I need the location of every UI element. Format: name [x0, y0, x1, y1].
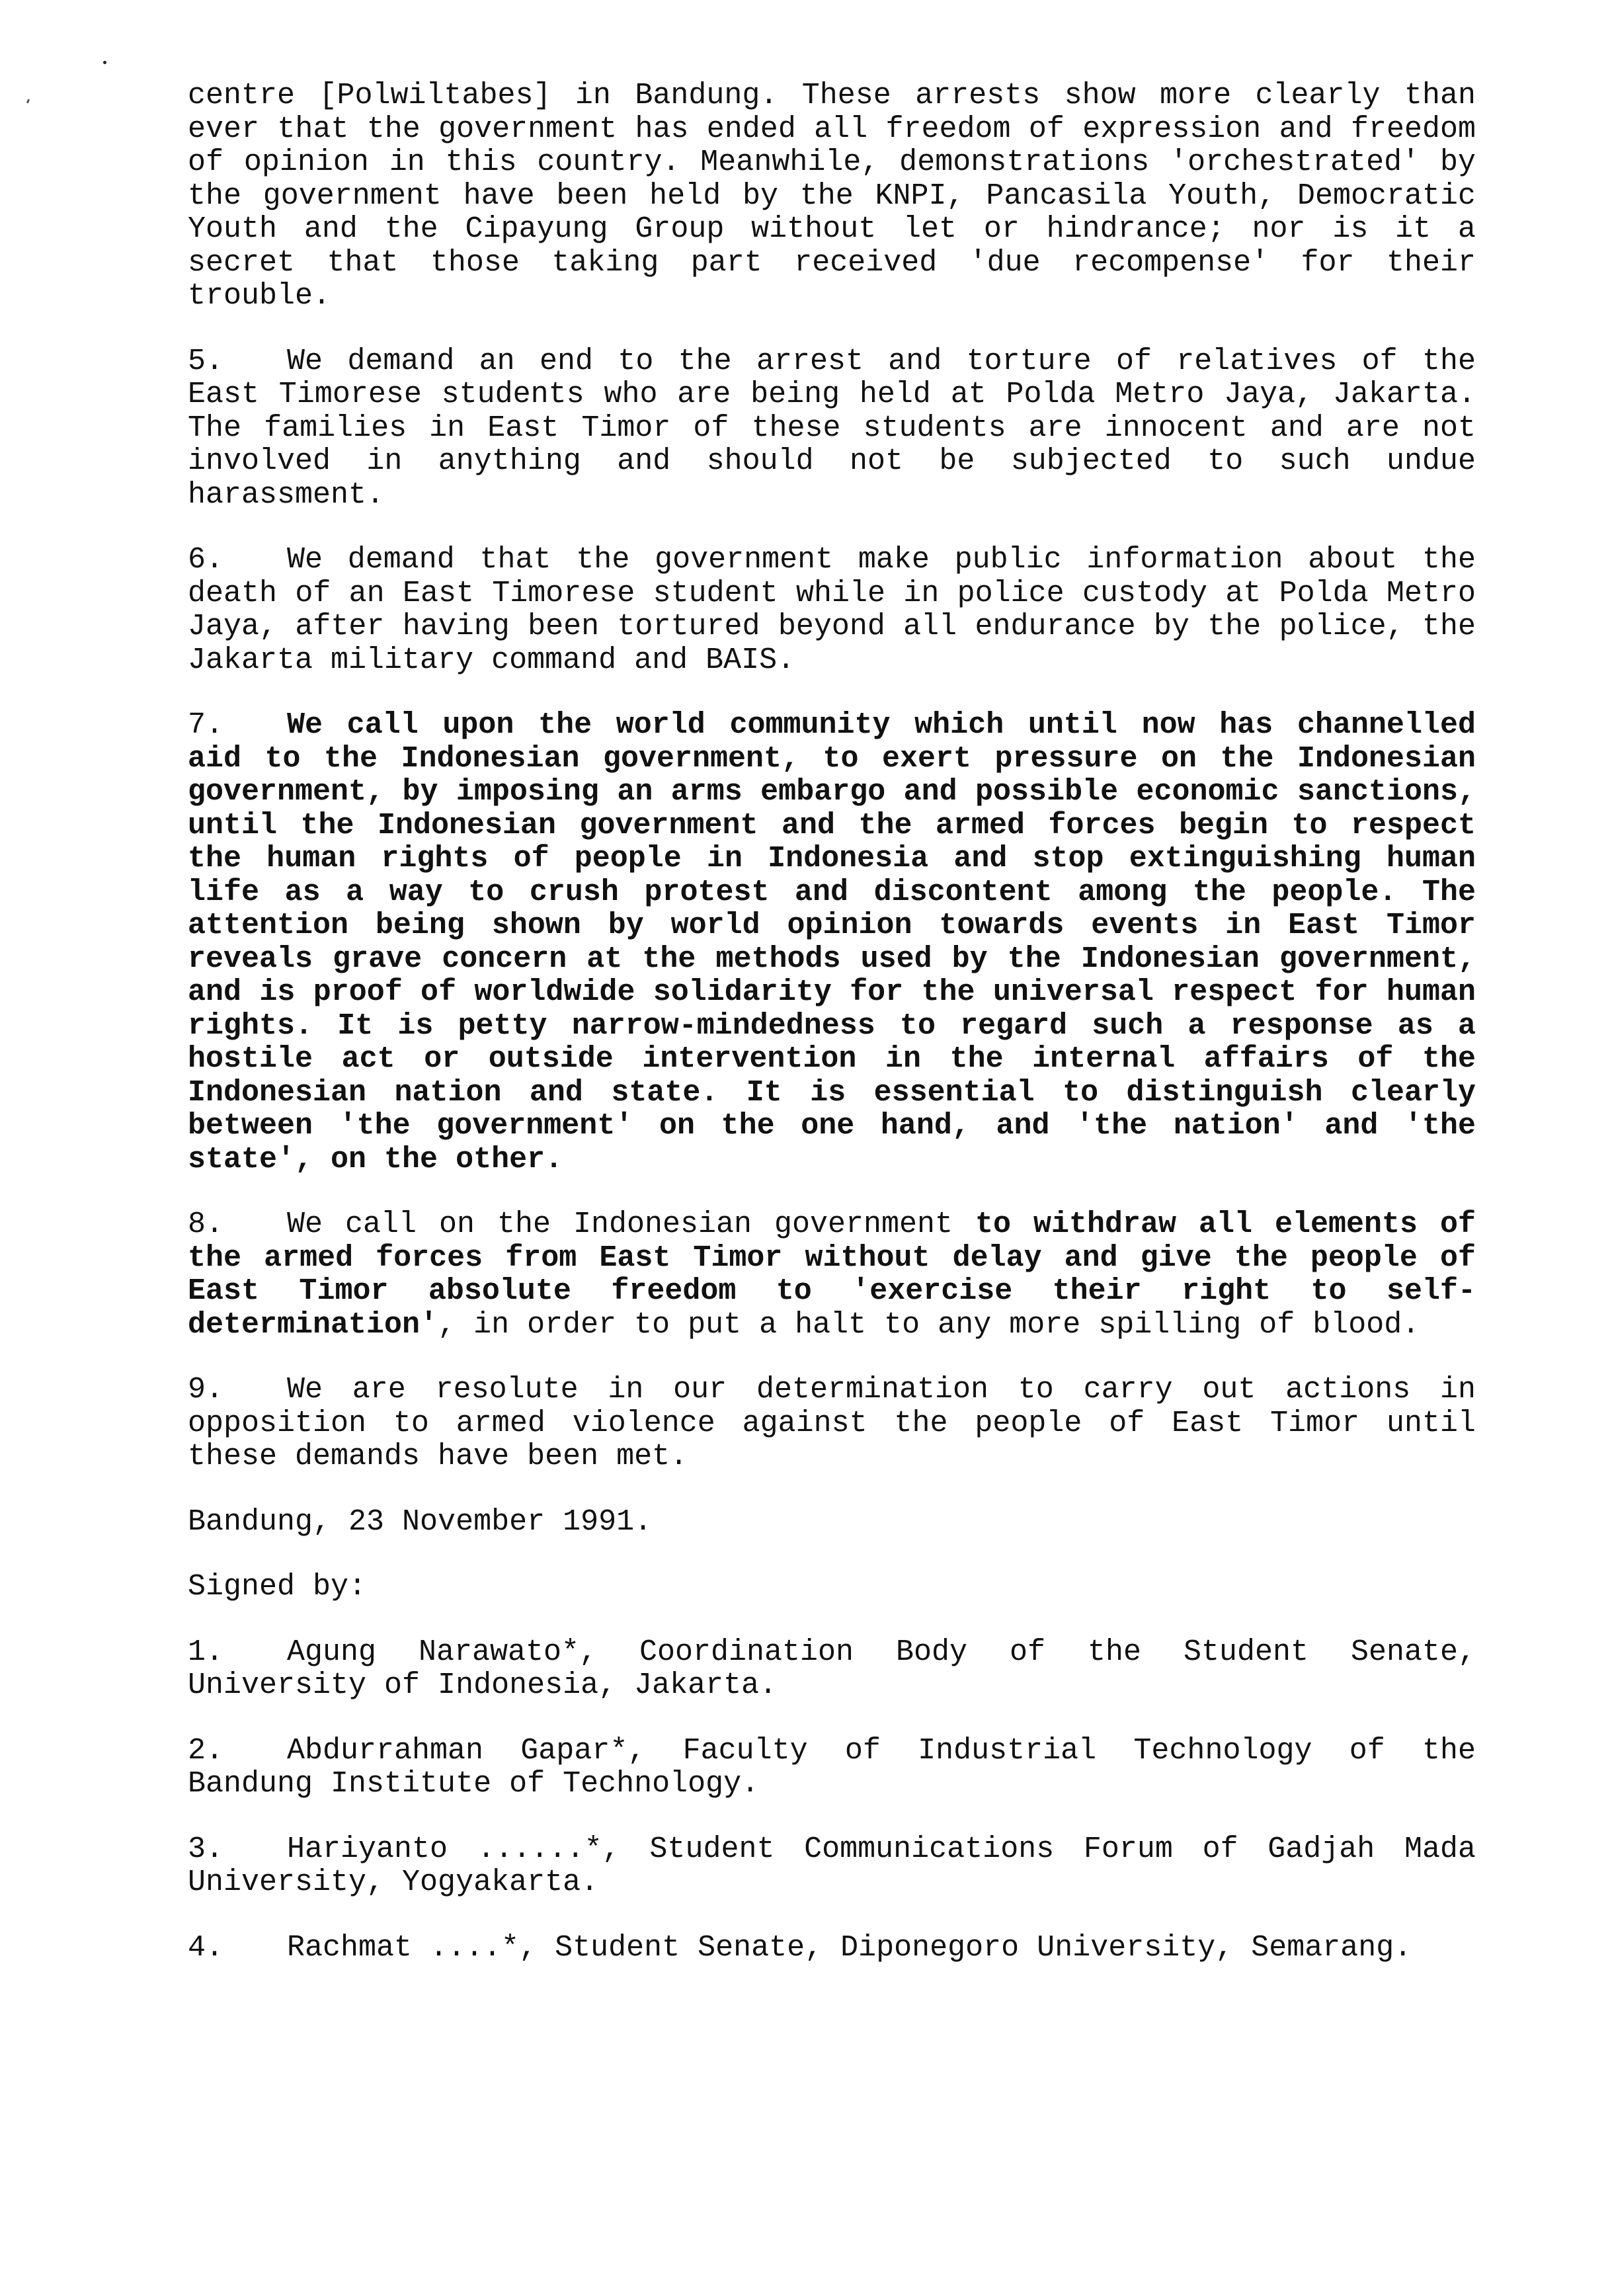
signatory-3 [188, 1833, 1476, 1900]
demand-text-tail: , in order to put a halt to any more spilling of blood. [438, 1307, 1420, 1342]
scan-speck [26, 99, 30, 104]
signatory-2 [188, 1735, 1476, 1801]
demand-text: We call upon the world community which until now has channelled aid to the Indonesian government, to exert pressure on the Indonesian government, by imposing an arms embargo and possible economic sanctions, until the Indonesian government and the armed forces begin to respect the human rights of people in Indonesia and stop extinguishing human life as a way to crush protest and discontent among the people. The attention being shown by world opinion towards events in East Timor reveals grave concern at the methods used by the Indonesian government, and is proof of worldwide solidarity for the universal respect for human rights. It is petty narrow-mindedness to regard such a response as a hostile act or outside intervention in the internal affairs of the Indonesian nation and state. It is essential to distinguish clearly between 'the government' on the one hand, and 'the nation' and 'the state', on the other. [188, 708, 1476, 1176]
demand-number: 6. [188, 543, 224, 577]
demand-8 [188, 1208, 1476, 1342]
demand-number: 5. [188, 344, 224, 378]
demand-number: 7. [188, 708, 224, 742]
demand-text: We are resolute in our determination to carry out actions in opposition to armed violence against the people of East Timor until these demands have been met. [188, 1373, 1476, 1473]
signatory-text: Agung Narawato*, Coordination Body of the Student Senate, University of Indonesia, Jakarta. [188, 1635, 1476, 1702]
demand-number: 9. [188, 1373, 224, 1407]
document-page [188, 79, 1476, 1996]
scan-speck [103, 61, 106, 64]
demand-6 [188, 544, 1476, 677]
signatory-number: 1. [188, 1635, 224, 1669]
signatory-text: Hariyanto ......*, Student Communications Forum of Gadjah Mada University, Yogyakarta. [188, 1832, 1476, 1899]
demand-number: 8. [188, 1208, 224, 1241]
demand-text: We demand that the government make public information about the death of an East Timorese student while in police custody at Polda Metro Jaya, after having been tortured beyond all endurance by the police, the Jakarta military command and BAIS. [188, 543, 1476, 677]
demand-5 [188, 345, 1476, 512]
signatory-text: Rachmat ....*, Student Senate, Diponegoro University, Semarang. [287, 1930, 1412, 1965]
signatory-text: Abdurrahman Gapar*, Faculty of Industrial Technology of the Bandung Institute of Technology. [188, 1733, 1476, 1801]
signatory-number: 3. [188, 1832, 224, 1866]
demand-7 [188, 709, 1476, 1176]
place-date: Bandung, 23 November 1991. [188, 1504, 653, 1539]
signatory-1 [188, 1636, 1476, 1703]
demand-9 [188, 1374, 1476, 1474]
signatory-number: 4. [188, 1930, 224, 1965]
signatory-number: 2. [188, 1733, 224, 1768]
demand-text-plain: We call on the Indonesian government [287, 1208, 975, 1241]
intro-paragraph: centre [Polwiltabes] in Bandung. These arrests show more clearly than ever that the government has ended all freedom of expression and freedom of opinion in this country. Meanwhile, demonstrations 'orchestrated' by the government have been held by the KNPI, Pancasila Youth, Democratic Youth and the Cipayung Group without let or hindrance; nor is it a secret that those taking part received 'due recompense' for their trouble. [188, 79, 1476, 313]
signed-by-label: Signed by: [188, 1570, 367, 1604]
demand-text: We demand an end to the arrest and torture of relatives of the East Timorese students who are being held at Polda Metro Jaya, Jakarta. The families in East Timor of these students are innocent and are not involved in anything and should not be subjected to such undue harassment. [188, 344, 1476, 512]
demand-text-bold: to withdraw all elements of the armed forces from East Timor without delay and give the people of East Timor absolute freedom to 'exercise their right to self-determination' [188, 1208, 1476, 1342]
signatory-4 [188, 1932, 1476, 1965]
